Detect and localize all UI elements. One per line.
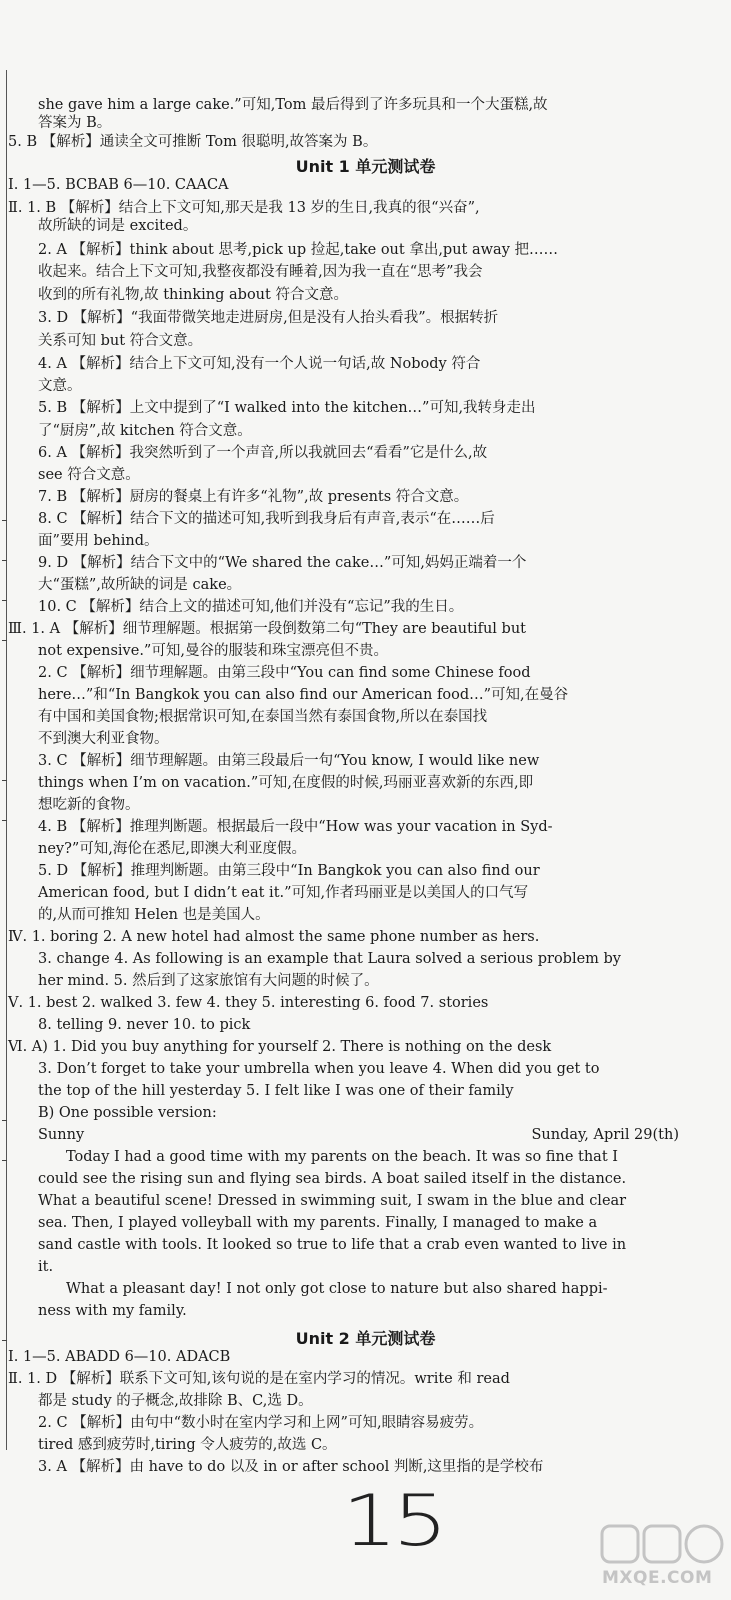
- text-line: [0, 1104, 731, 1122]
- text-line-content: sea. Then, I played volleyball with my parents. Finally, I managed to make a: [38, 1215, 598, 1231]
- text-line-content: Ⅰ. 1—5. ABADD 6—10. ADACB: [8, 1349, 231, 1365]
- text-line: [0, 554, 731, 572]
- text-line-content: she gave him a large cake.”可知,Tom 最后得到了许多玩具和一个大蛋糕,故: [38, 97, 548, 113]
- text-line: [0, 96, 731, 114]
- text-line: [0, 862, 731, 880]
- text-line-content: 文意。: [38, 378, 82, 394]
- text-line: [0, 1170, 731, 1188]
- text-line: [0, 598, 731, 616]
- text-line: [0, 1370, 731, 1388]
- text-line-content: 有中国和美国食物;根据常识可知,在泰国当然有泰国食物,所以在泰国找: [38, 709, 488, 725]
- text-line-content: 4. B 【解析】推理判断题。根据最后一段中“How was your vacation in Syd-: [38, 819, 553, 835]
- text-line: [0, 796, 731, 814]
- watermark-logo-icon: [600, 1522, 724, 1566]
- text-line: [0, 620, 731, 638]
- text-line-content: 2. C 【解析】由句中“数小时在室内学习和上网”可知,眼睛容易疲劳。: [38, 1415, 484, 1431]
- text-line-content: 3. change 4. As following is an example that Laura solved a serious problem by: [38, 951, 622, 967]
- text-line: [0, 1414, 731, 1432]
- text-line-content: 3. C 【解析】细节理解题。由第三段最后一句“You know, I would like new: [38, 753, 540, 769]
- text-line: [0, 642, 731, 660]
- essay-date: Sunday, April 29(th): [531, 1127, 679, 1143]
- text-line-content: 想吃新的食物。: [38, 797, 140, 813]
- text-line-content: things when I’m on vacation.”可知,在度假的时候,玛丽亚喜欢新的东西,即: [38, 775, 534, 791]
- text-line-content: the top of the hill yesterday 5. I felt like I was one of their family: [38, 1083, 514, 1099]
- text-line: [0, 1348, 731, 1366]
- text-line-content: 3. Don’t forget to take your umbrella when you leave 4. When did you get to: [38, 1061, 600, 1077]
- text-line-content: 5. D 【解析】推理判断题。由第三段中“In Bangkok you can also find our: [38, 863, 540, 879]
- text-line: [0, 1038, 731, 1056]
- text-line-content: it.: [38, 1259, 54, 1275]
- text-line: [0, 774, 731, 792]
- text-line: [0, 1192, 731, 1210]
- text-line-content: 的,从而可推知 Helen 也是美国人。: [38, 907, 270, 923]
- text-line: [0, 199, 731, 217]
- text-line-content: here…”和“In Bangkok you can also find our American food…”可知,在曼谷: [38, 687, 569, 703]
- text-line: [0, 510, 731, 528]
- text-line: [0, 466, 731, 484]
- text-line-content: 8. telling 9. never 10. to pick: [38, 1017, 251, 1033]
- text-line-content: 面”要用 behind。: [38, 533, 159, 549]
- text-line-content: Today I had a good time with my parents on the beach. It was so fine that I: [66, 1149, 618, 1165]
- text-line: [0, 399, 731, 417]
- text-line-content: 都是 study 的子概念,故排除 B、C,选 D。: [38, 1393, 313, 1409]
- text-line-content: 2. A 【解析】think about 思考,pick up 捡起,take out 拿出,put away 把……: [38, 242, 558, 258]
- text-line: [0, 928, 731, 946]
- text-line: [0, 1082, 731, 1100]
- text-line: [0, 1214, 731, 1232]
- text-line-content: 9. D 【解析】结合下文中的“We shared the cake…”可知,妈妈正端着一个: [38, 555, 527, 571]
- text-line: [0, 708, 731, 726]
- text-line-content: not expensive.”可知,曼谷的服装和珠宝漂亮但不贵。: [38, 643, 388, 659]
- text-line-content: 答案为 B。: [38, 115, 112, 131]
- text-line-content: Sunny: [38, 1127, 85, 1143]
- text-line: [0, 686, 731, 704]
- text-line: [0, 217, 731, 235]
- text-line-content: 4. A 【解析】结合上下文可知,没有一个人说一句话,故 Nobody 符合: [38, 356, 481, 372]
- text-line-content: 10. C 【解析】结合上文的描述可知,他们并没有“忘记”我的生日。: [38, 599, 464, 615]
- text-line-content: Ⅵ. A) 1. Did you buy anything for yourself 2. There is nothing on the desk: [8, 1039, 552, 1055]
- text-line-content: 故所缺的词是 excited。: [38, 218, 198, 234]
- unit-heading: Unit 2 单元测试卷: [295, 1329, 436, 1348]
- text-line: [0, 532, 731, 550]
- text-line-content: 8. C 【解析】结合下文的描述可知,我听到我身后有声音,表示“在……后: [38, 511, 495, 527]
- text-line: [0, 286, 731, 304]
- text-line-content: Ⅰ. 1—5. BCBAB 6—10. CAACA: [8, 177, 229, 193]
- text-line-content: ness with my family.: [38, 1303, 187, 1319]
- text-line-content: tired 感到疲劳时,tiring 令人疲劳的,故选 C。: [38, 1437, 337, 1453]
- text-line: [0, 994, 731, 1012]
- text-line-content: Ⅴ. 1. best 2. walked 3. few 4. they 5. interesting 6. food 7. stories: [8, 995, 489, 1011]
- text-line: [0, 576, 731, 594]
- text-line-content: B) One possible version:: [38, 1105, 217, 1121]
- text-line: [0, 1258, 731, 1276]
- unit-heading: Unit 1 单元测试卷: [295, 157, 436, 176]
- text-line: [0, 664, 731, 682]
- text-line-content: 收起来。结合上下文可知,我整夜都没有睡着,因为我一直在“思考”我会: [38, 264, 483, 280]
- watermark: [600, 1520, 724, 1590]
- text-line-content: What a pleasant day! I not only got close to nature but also shared happi-: [66, 1281, 608, 1297]
- text-line: [0, 488, 731, 506]
- text-line-content: American food, but I didn’t eat it.”可知,作者玛丽亚是以美国人的口气写: [38, 885, 529, 901]
- text-line: [0, 1236, 731, 1254]
- text-line: [0, 377, 731, 395]
- text-line: [0, 133, 731, 151]
- text-line: [0, 1280, 731, 1298]
- text-line: [0, 1148, 731, 1166]
- text-line-content: 3. D 【解析】“我面带微笑地走进厨房,但是没有人抬头看我”。根据转折: [38, 310, 499, 326]
- text-line: [0, 332, 731, 350]
- text-line-content: see 符合文意。: [38, 467, 140, 483]
- text-line-content: 5. B 【解析】上文中提到了“I walked into the kitchen…”可知,我转身走出: [38, 400, 536, 416]
- text-line-content: Ⅳ. 1. boring 2. A new hotel had almost the same phone number as hers.: [8, 929, 540, 945]
- text-line-content: What a beautiful scene! Dressed in swimming suit, I swam in the blue and clear: [38, 1193, 627, 1209]
- text-line: [0, 1458, 731, 1476]
- text-line: [0, 884, 731, 902]
- text-line: [0, 1436, 731, 1454]
- text-line: [0, 752, 731, 770]
- text-line: [0, 263, 731, 281]
- text-line: [0, 950, 731, 968]
- text-line-content: 收到的所有礼物,故 thinking about 符合文意。: [38, 287, 348, 303]
- text-line-content: 大“蛋糕”,故所缺的词是 cake。: [38, 577, 242, 593]
- text-line-content: Ⅲ. 1. A 【解析】细节理解题。根据第一段倒数第二句“They are beautiful but: [8, 621, 527, 637]
- text-line-content: could see the rising sun and flying sea birds. A boat sailed itself in the distance.: [38, 1171, 627, 1187]
- text-line: [0, 309, 731, 327]
- text-line-content: Ⅱ. 1. D 【解析】联系下文可知,该句说的是在室内学习的情况。write 和 read: [8, 1371, 510, 1387]
- text-line-content: 不到澳大利亚食物。: [38, 731, 169, 747]
- text-line: [0, 1060, 731, 1078]
- text-line-content: 了“厨房”,故 kitchen 符合文意。: [38, 423, 252, 439]
- text-line: [0, 241, 731, 259]
- text-line: [0, 1016, 731, 1034]
- text-line: [0, 972, 731, 990]
- text-line: [0, 1392, 731, 1410]
- text-line-content: Ⅱ. 1. B 【解析】结合上下文可知,那天是我 13 岁的生日,我真的很“兴奋”,: [8, 200, 480, 216]
- text-line-content: sand castle with tools. It looked so true to life that a crab even wanted to live in: [38, 1237, 627, 1253]
- text-line: [0, 114, 731, 132]
- margin-tick: [2, 640, 7, 641]
- text-line: [0, 840, 731, 858]
- text-line-content: 2. C 【解析】细节理解题。由第三段中“You can find some Chinese food: [38, 665, 531, 681]
- text-line-content: 7. B 【解析】厨房的餐桌上有许多“礼物”,故 presents 符合文意。: [38, 489, 469, 505]
- text-line: [0, 818, 731, 836]
- text-line-content: her mind. 5. 然后到了这家旅馆有大问题的时候了。: [38, 973, 379, 989]
- text-line-content: 5. B 【解析】通读全文可推断 Tom 很聪明,故答案为 B。: [8, 134, 378, 150]
- text-line: [0, 422, 731, 440]
- text-line: [0, 1302, 731, 1320]
- text-line-content: 6. A 【解析】我突然听到了一个声音,所以我就回去“看看”它是什么,故: [38, 445, 488, 461]
- text-line: [0, 906, 731, 924]
- text-line-content: 3. A 【解析】由 have to do 以及 in or after school 判断,这里指的是学校布: [38, 1459, 544, 1475]
- text-line: [0, 444, 731, 462]
- text-line: [0, 176, 731, 194]
- text-line: [0, 355, 731, 373]
- text-line-content: 关系可知 but 符合文意。: [38, 333, 203, 349]
- watermark-url: MXQE.COM: [602, 1568, 713, 1588]
- text-line-content: ney?”可知,海伦在悉尼,即澳大利亚度假。: [38, 841, 307, 857]
- text-line: [0, 730, 731, 748]
- page-number: 15: [341, 1480, 444, 1562]
